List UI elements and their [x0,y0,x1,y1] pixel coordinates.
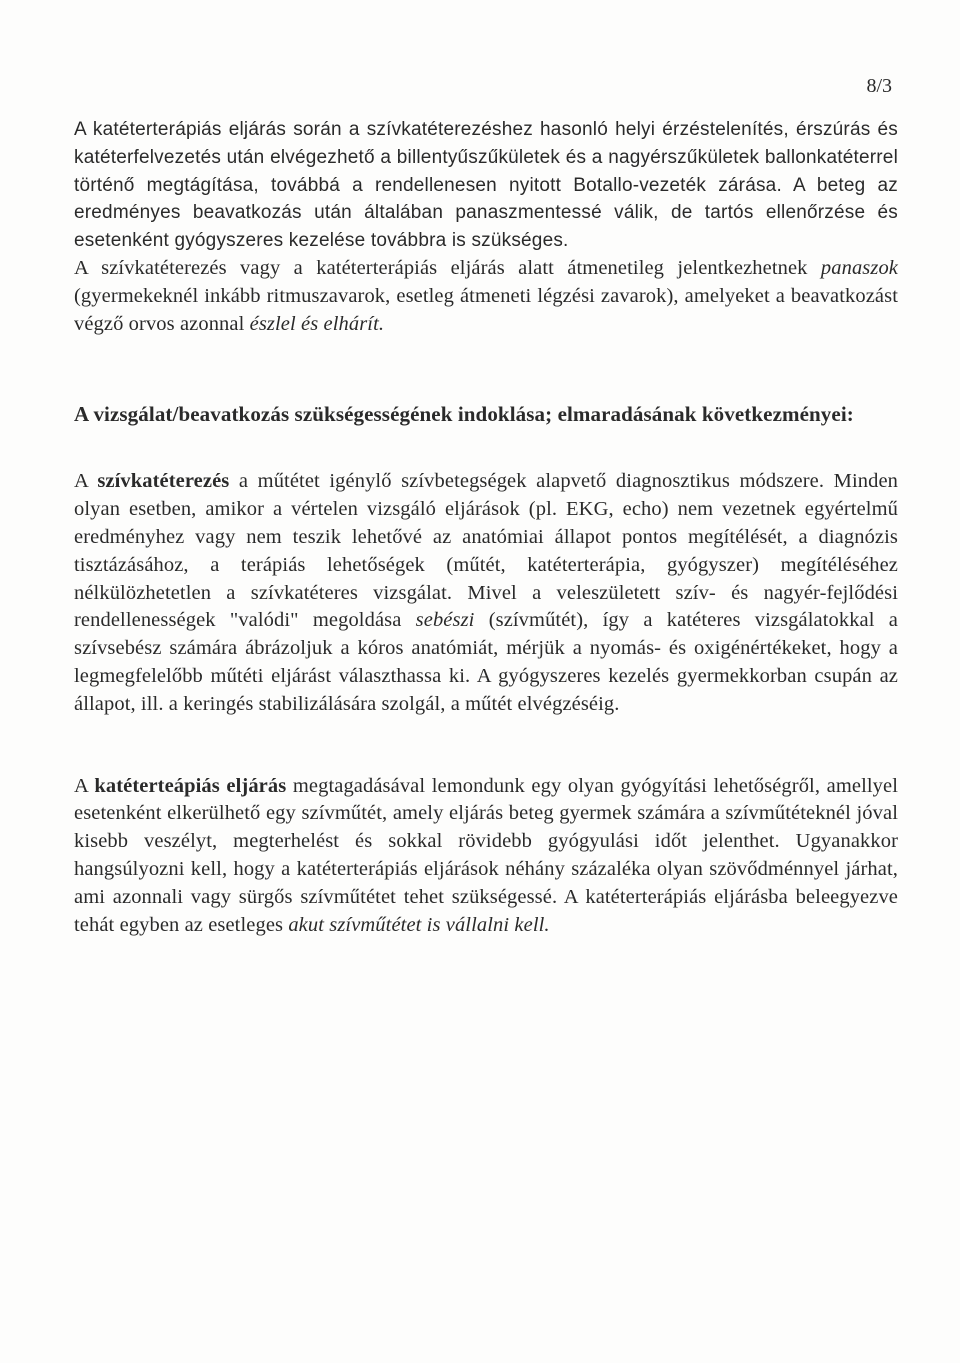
paragraph-text: a műtétet igénylő szívbetegségek alapvető diagnosztikus módszere. Minden olyan esetben, amikor a vértelen vizsgáló eljárások (pl. EKG, echo) nem vezetnek egyértelmű eredményhez vagy nem teszik lehetővé az anatómiai állapot pontos megítélését, a diagnózis tisztázásához, a terápiás lehetőségek (műtét, katéterterápia, gyógyszer) megítéléséhez nélkülözhetetlen a szívkatéteres vizsgálat. Mivel a veleszületett szív- és nagyér-fejlődési rendellenességek "valódi" megoldása [74,470,898,632]
italic-text: panaszok [820,256,898,279]
paragraph-text: (gyermekeknél inkább ritmuszavarok, esetleg átmeneti légzési zavarok), amelyeket a beavatkozást végző orvos azonnal [74,284,898,335]
paragraph-catheter-therapy-refusal [74,773,898,940]
paragraph-catheter-therapy-intro [74,116,898,255]
bold-text: szívkatéterezés [97,470,230,493]
section-heading: A vizsgálat/beavatkozás szükségességének indoklása; elmaradásának következményei: [74,402,854,427]
paragraph-complaints [74,255,898,338]
paragraph-text: A [74,774,95,797]
italic-text: sebészi [415,609,475,632]
paragraph-text: megtagadásával lemondunk egy olyan gyógyítási lehetőségről, amellyel esetenként elkerülhető egy szívműtét, amely eljárás beteg gyermek számára a szívműtéteknél jóval kisebb veszélyt, megterhelést és sokkal rövidebb gyógyulási időt jelenthet. Ugyanakkor hangsúlyozni kell, hogy a katéterterápiás eljárások néhány százaléka olyan szövődménnyel járhat, ami azonnali vagy sürgős szívműtétet tehet szükségessé. A katéterterápiás eljárásba beleegyezve tehát egyben az esetleges [74,774,899,936]
paragraph-catheterization-necessity [74,468,898,718]
paragraph-text: (szívműtét), így a katéteres vizsgálatokkal a szívsebész számára ábrázoljuk a kóros anatómiát, mérjük a nyomás- és oxigénértékeket, hogy a legmegfelelőbb műtéti eljárást választhassa ki. A gyógyszeres kezelés gyermekkorban csupán az állapot, ill. a keringés stabilizálására szolgál, a műtét elvégzéséig. [74,609,898,715]
italic-text: akut szívműtétet is vállalni kell. [288,913,550,936]
page-number: 8/3 [866,75,892,97]
document-body [74,116,898,939]
italic-text: észlel és elhárít. [249,312,385,335]
paragraph-text: A katéterterápiás eljárás során a szívkatéterezéshez hasonló helyi érzéstelenítés, érszúrás és katéterfelvezetés után elvégezhető a billentyűszűkületek és a nagyérszűkületek ballonkatéterrel történő megtágítása, továbbá a rendellenesen nyitott Botallo-vezeték zárása. A beteg az eredményes beavatkozás után általában panaszmentessé válik, de tartós ellenőrzése és esetenként gyógyszeres kezelése továbbra is szükséges. [74,119,898,252]
bold-text: katéterteápiás eljárás [94,774,287,797]
paragraph-text: A [74,470,98,493]
paragraph-text: A szívkatéterezés vagy a katéterterápiás eljárás alatt átmenetileg jelentkezhetnek [74,256,821,279]
